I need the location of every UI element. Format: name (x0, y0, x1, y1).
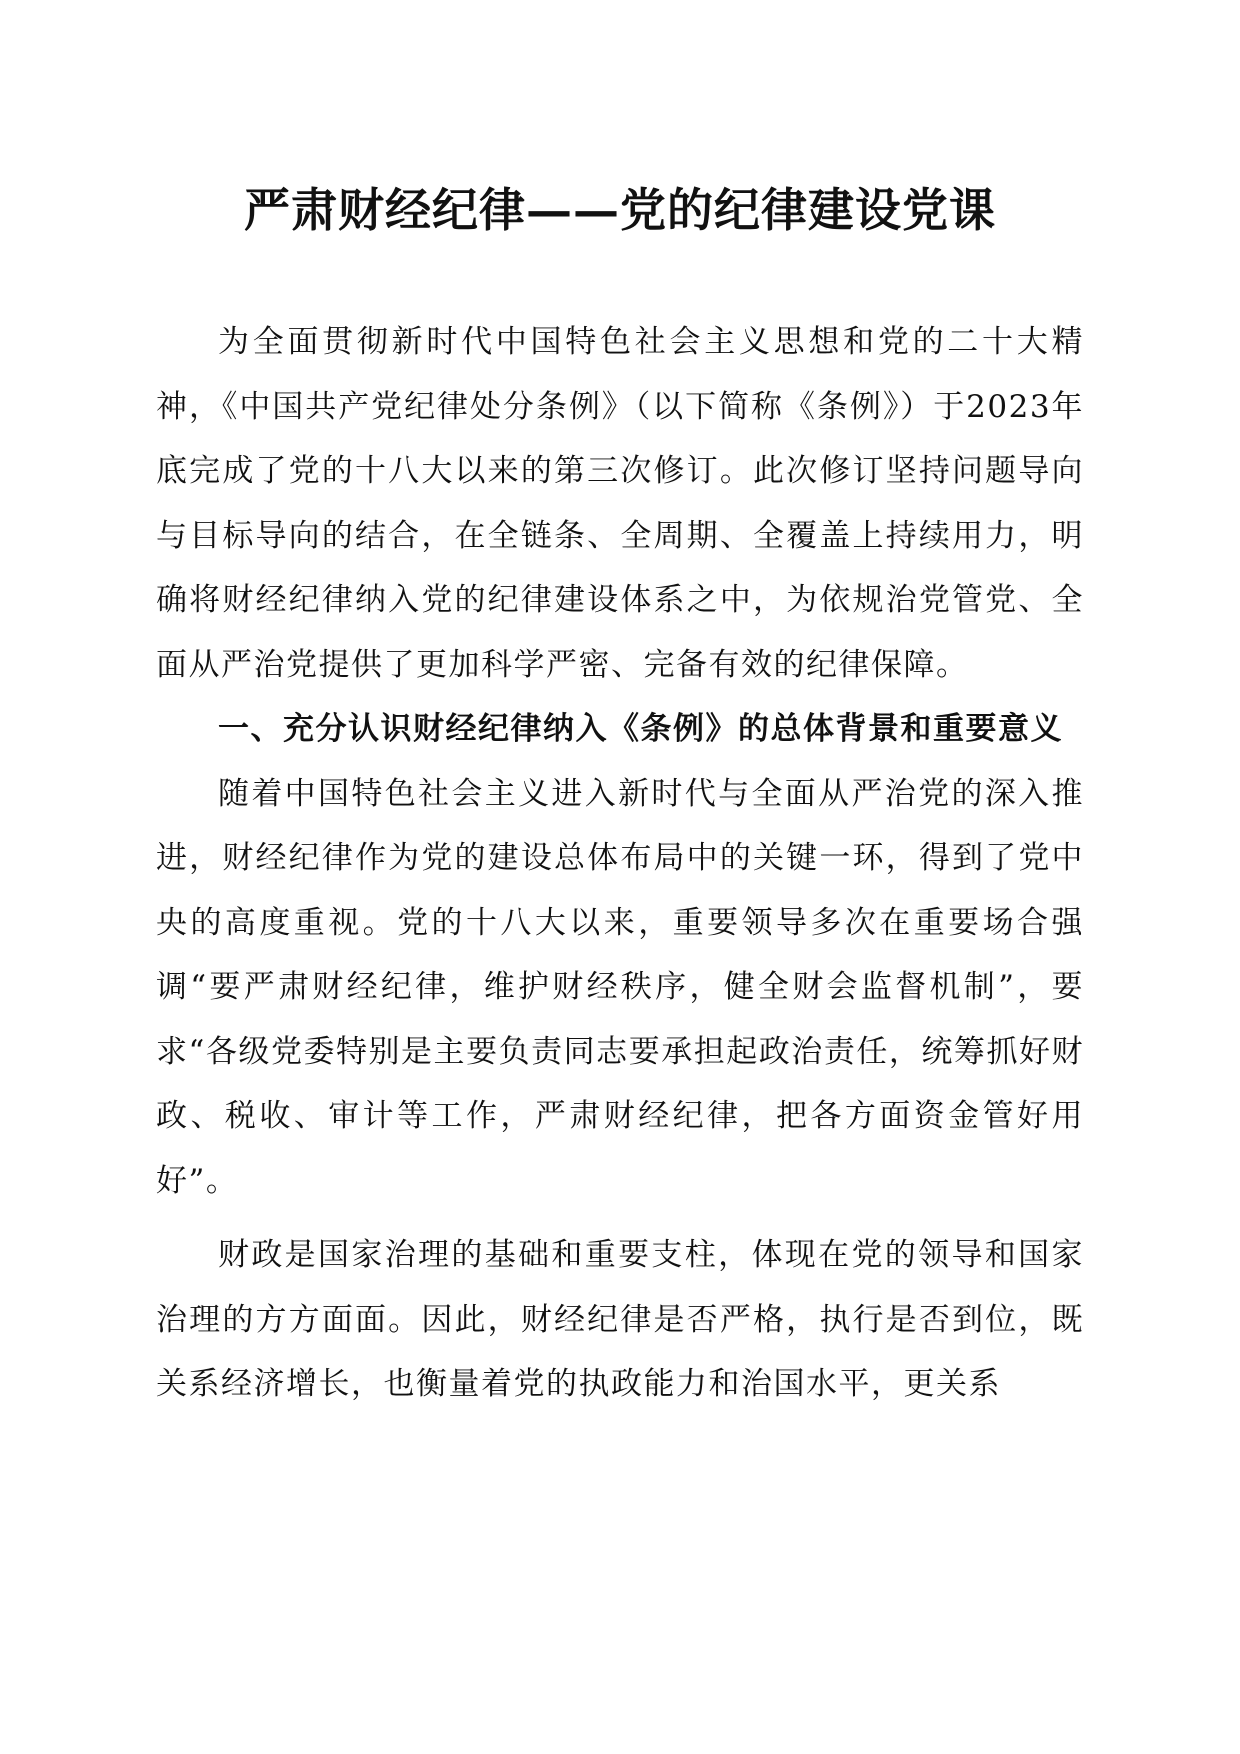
section-heading-1: 一、充分认识财经纪律纳入《条例》的总体背景和重要意义 (218, 711, 1063, 747)
paragraph-background: 随着中国特色社会主义进入新时代与全面从严治党的深入推进，财经纪律作为党的建设总体布局中的关键一环，得到了党中央的高度重视。党的十八大以来，重要领导多次在重要场合强调“要严肃财经纪律，维护财经秩序，健全财会监督机制”，要求“各级党委特别是主要负责同志要承担起政治责任，统筹抓好财政、税收、审计等工作，严肃财经纪律，把各方面资金管好用好”。 (156, 775, 1084, 1199)
paragraph-finance: 财政是国家治理的基础和重要支柱，体现在党的领导和国家治理的方方面面。因此，财经纪律是否严格，执行是否到位，既关系经济增长，也衡量着党的执政能力和治国水平，更关系 (156, 1237, 1084, 1402)
document-title: 严肃财经纪律——党的纪律建设党课 (244, 183, 996, 237)
paragraph-intro: 为全面贯彻新时代中国特色社会主义思想和党的二十大精神，《中国共产党纪律处分条例》（以下简称《条例》）于2023年底完成了党的十八大以来的第三次修订。此次修订坚持问题导向与目标导向的结合，在全链条、全周期、全覆盖上持续用力，明确将财经纪律纳入党的纪律建设体系之中，为依规治党管党、全面从严治党提供了更加科学严密、完备有效的纪律保障。 (156, 324, 1084, 683)
document-body (156, 310, 1084, 1417)
